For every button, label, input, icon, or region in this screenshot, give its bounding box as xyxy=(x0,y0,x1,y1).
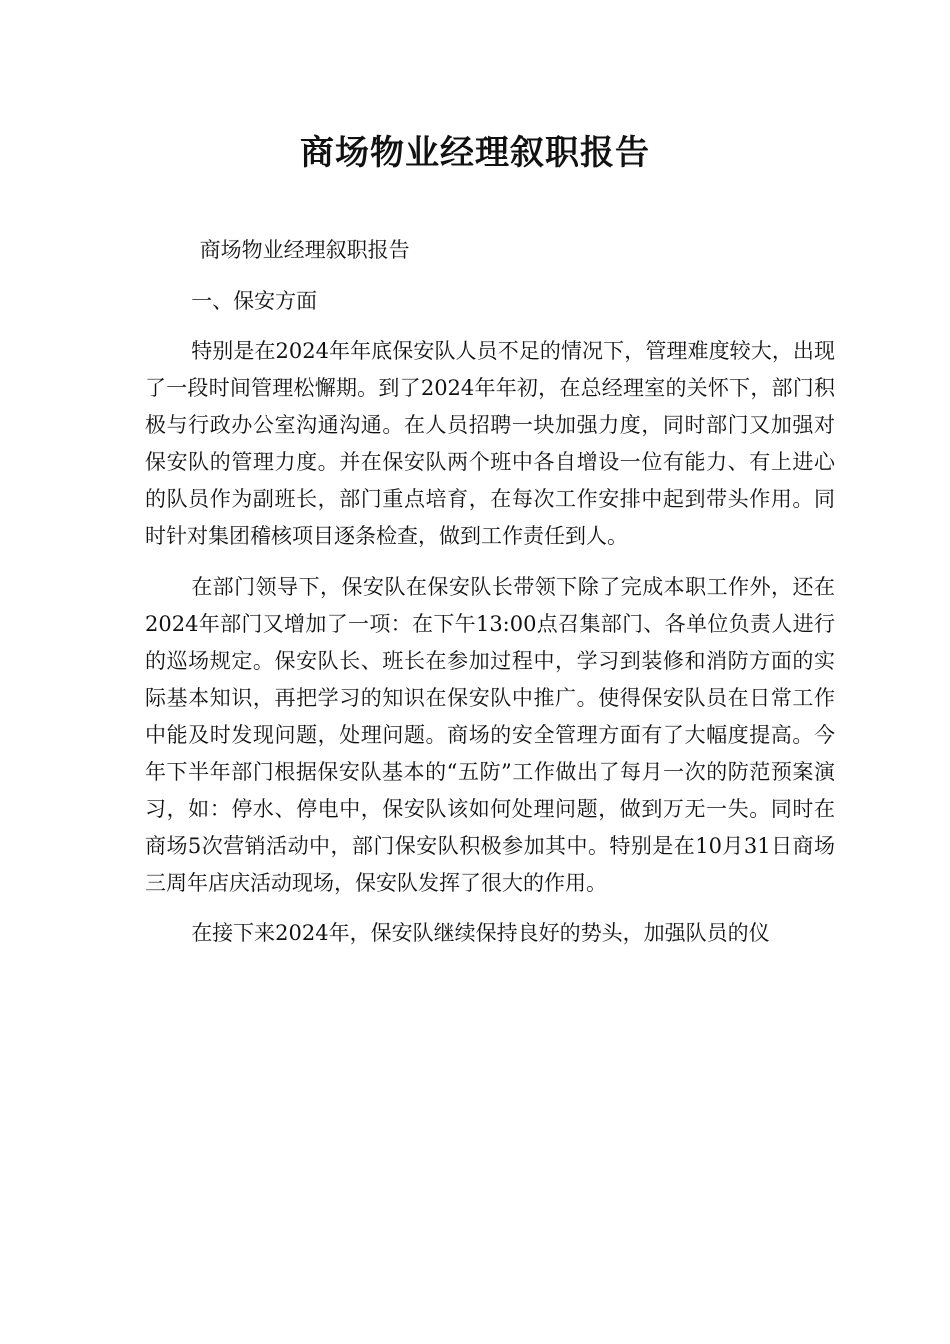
document-subtitle: 商场物业经理叙职报告 xyxy=(199,238,410,262)
paragraph: 特别是在2024年年底保安队人员不足的情况下，管理难度较大，出现了一段时间管理松懈期。到了2024年年初，在总经理室的关怀下，部门积极与行政办公室沟通沟通。在人员招聘一块加强力度，同时部门又加强对保安队的管理力度。并在保安队两个班中各自增设一位有能力、有上进心的队员作为副班长，部门重点培育，在每次工作安排中起到带头作用。同时针对集团稽核项目逐条检查，做到工作责任到人。 xyxy=(145,339,835,548)
section-heading: 一、保安方面 xyxy=(191,288,318,313)
document-title: 商场物业经理叙职报告 xyxy=(300,133,650,173)
document-body xyxy=(145,232,835,966)
paragraph: 在接下来2024年，保安队继续保持良好的势头，加强队员的仪 xyxy=(191,921,770,945)
paragraph: 在部门领导下，保安队在保安队长带领下除了完成本职工作外，还在2024年部门又增加了一项：在下午13:00点召集部门、各单位负责人进行的巡场规定。保安队长、班长在参加过程中，学习到装修和消防方面的实际基本知识，再把学习的知识在保安队中推广。使得保安队员在日常工作中能及时发现问题，处理问题。商场的安全管理方面有了大幅度提高。今年下半年部门根据保安队基本的“五防”工作做出了每月一次的防范预案演习，如：停水、停电中，保安队该如何处理问题，做到万无一失。同时在商场5次营销活动中，部门保安队积极参加其中。特别是在10月31日商场三周年店庆活动现场，保安队发挥了很大的作用。 xyxy=(145,574,835,895)
